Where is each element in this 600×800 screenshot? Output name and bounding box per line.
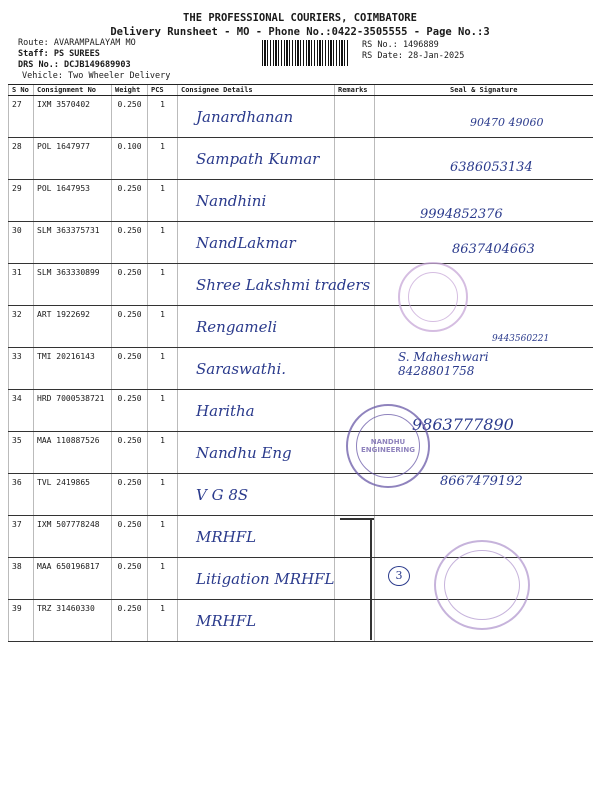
cell-consignment-no: ART 1922692 <box>34 306 112 348</box>
cell-weight: 0.250 <box>112 600 148 642</box>
cell-consignee <box>178 516 335 558</box>
cell-pcs: 1 <box>148 180 178 222</box>
col-pcs: PCS <box>148 85 178 96</box>
cell-consignee <box>178 306 335 348</box>
cell-consignee <box>178 96 335 138</box>
col-consignment: Consignment No <box>34 85 112 96</box>
handwritten-consignee: NandLakmar <box>196 234 296 252</box>
cell-consignment-no: IXM 3570402 <box>34 96 112 138</box>
handwritten-consignee: Rengameli <box>196 318 278 336</box>
cell-sno: 37 <box>9 516 34 558</box>
barcode <box>262 40 350 66</box>
cell-weight: 0.250 <box>112 306 148 348</box>
handwritten-consignee: V G 8S <box>196 486 249 504</box>
cell-sno: 31 <box>9 264 34 306</box>
cell-pcs: 1 <box>148 306 178 348</box>
cell-consignee <box>178 348 335 390</box>
cell-sno: 27 <box>9 96 34 138</box>
cell-consignment-no: HRD 7000538721 <box>34 390 112 432</box>
cell-consignee <box>178 264 371 306</box>
signature-30: 8637404663 <box>452 242 535 257</box>
col-weight: Weight <box>112 85 148 96</box>
col-remarks: Remarks <box>335 85 375 96</box>
cell-consignee <box>178 222 335 264</box>
staff-label: Staff: PS SUREES <box>18 49 100 59</box>
cell-sno: 35 <box>9 432 34 474</box>
cell-consignment-no: IXM 507778248 <box>34 516 112 558</box>
cell-pcs: 1 <box>148 390 178 432</box>
cell-consignee <box>178 138 335 180</box>
cell-weight: 0.250 <box>112 432 148 474</box>
cell-remarks <box>335 138 375 180</box>
vehicle-label: Vehicle: Two Wheeler Delivery <box>22 71 171 81</box>
cell-consignment-no: TMI 20216143 <box>34 348 112 390</box>
cell-remarks <box>335 348 375 390</box>
cell-consignee <box>178 390 335 432</box>
cell-consignee <box>178 558 335 600</box>
cell-weight: 0.250 <box>112 516 148 558</box>
seal-stamp-row-38 <box>434 540 530 630</box>
cell-weight: 0.250 <box>112 222 148 264</box>
bracket-mark-top <box>340 518 374 520</box>
cell-consignment-no: POL 1647953 <box>34 180 112 222</box>
signature-27: 90470 49060 <box>470 116 544 129</box>
cell-weight: 0.250 <box>112 180 148 222</box>
cell-pcs: 1 <box>148 474 178 516</box>
table-header-row <box>9 85 593 96</box>
col-sno: S No <box>9 85 34 96</box>
handwritten-consignee: MRHFL <box>196 528 257 546</box>
engineering-seal-text: NANDHU ENGINEERING <box>360 438 415 454</box>
cell-remarks <box>335 516 375 558</box>
cell-weight: 0.250 <box>112 96 148 138</box>
cell-sno: 30 <box>9 222 34 264</box>
cell-pcs: 1 <box>148 432 178 474</box>
signature-34: 9863777890 <box>412 415 514 434</box>
cell-consignment-no: TVL 2419865 <box>34 474 112 516</box>
col-consignee: Consignee Details <box>178 85 335 96</box>
table-row <box>9 264 593 306</box>
cell-sno: 38 <box>9 558 34 600</box>
rs-date: RS Date: 28-Jan-2025 <box>362 51 465 61</box>
table-row <box>9 432 593 474</box>
cell-weight: 0.250 <box>112 264 148 306</box>
cell-remarks <box>335 96 375 138</box>
handwritten-consignee: Saraswathi. <box>196 360 287 378</box>
seal-stamp-row-31 <box>398 262 468 332</box>
signature-29: 9994852376 <box>420 207 503 222</box>
cell-consignee <box>178 600 335 642</box>
cell-consignment-no: SLM 363330899 <box>34 264 112 306</box>
cell-weight: 0.250 <box>112 558 148 600</box>
drs-label: DRS No.: DCJB149689903 <box>18 60 131 70</box>
cell-remarks <box>335 180 375 222</box>
cell-consignment-no: MAA 110887526 <box>34 432 112 474</box>
cell-consignment-no: POL 1647977 <box>34 138 112 180</box>
cell-pcs: 1 <box>148 558 178 600</box>
handwritten-consignee: Janardhanan <box>196 108 294 126</box>
handwritten-consignee: Shree Lakshmi traders <box>196 276 371 294</box>
cell-weight: 0.250 <box>112 390 148 432</box>
cell-remarks <box>335 558 375 600</box>
handwritten-consignee: Haritha <box>196 402 255 420</box>
signature-33: S. Maheshwari 8428801758 <box>398 350 489 378</box>
handwritten-consignee: Litigation MRHFL <box>196 570 335 588</box>
cell-pcs: 1 <box>148 138 178 180</box>
cell-pcs: 1 <box>148 264 178 306</box>
cell-sno: 34 <box>9 390 34 432</box>
cell-sno: 29 <box>9 180 34 222</box>
engineering-seal-stamp <box>346 404 430 488</box>
cell-remarks <box>335 222 375 264</box>
handwritten-consignee: Nandhu Eng <box>196 444 292 462</box>
handwritten-consignee: Sampath Kumar <box>196 150 320 168</box>
runsheet-subtitle: Delivery Runsheet - MO - Phone No.:0422-3505555 - Page No.:3 <box>110 26 490 38</box>
handwritten-consignee: MRHFL <box>196 612 257 630</box>
cell-consignee <box>178 432 335 474</box>
cell-consignee <box>178 474 335 516</box>
cell-pcs: 1 <box>148 96 178 138</box>
cell-weight: 0.250 <box>112 348 148 390</box>
cell-consignment-no: MAA 650196817 <box>34 558 112 600</box>
table-row <box>9 180 593 222</box>
cell-sno: 39 <box>9 600 34 642</box>
cell-sno: 33 <box>9 348 34 390</box>
cell-pcs: 1 <box>148 222 178 264</box>
cell-sno: 28 <box>9 138 34 180</box>
cell-remarks <box>335 600 375 642</box>
cell-consignment-no: TRZ 31460330 <box>34 600 112 642</box>
cell-sno: 36 <box>9 474 34 516</box>
cell-pcs: 1 <box>148 516 178 558</box>
signature-36: 8667479192 <box>440 474 523 489</box>
bracket-mark <box>370 518 376 640</box>
col-seal-signature: Seal & Signature <box>375 85 593 96</box>
cell-consignment-no: SLM 363375731 <box>34 222 112 264</box>
route-label: Route: AVARAMPALAYAM MO <box>18 38 136 48</box>
cell-sno: 32 <box>9 306 34 348</box>
signature-28: 6386053134 <box>450 160 533 175</box>
rs-number: RS No.: 1496889 <box>362 40 439 50</box>
cell-pcs: 1 <box>148 348 178 390</box>
cell-remarks <box>335 306 375 348</box>
cell-consignee <box>178 180 335 222</box>
company-title: THE PROFESSIONAL COURIERS, COIMBATORE <box>183 12 417 24</box>
cell-pcs: 1 <box>148 600 178 642</box>
handwritten-consignee: Nandhini <box>196 192 267 210</box>
cell-weight: 0.250 <box>112 474 148 516</box>
cell-weight: 0.100 <box>112 138 148 180</box>
signature-32: 9443560221 <box>492 334 550 344</box>
annotation-circle: 3 <box>388 566 410 586</box>
